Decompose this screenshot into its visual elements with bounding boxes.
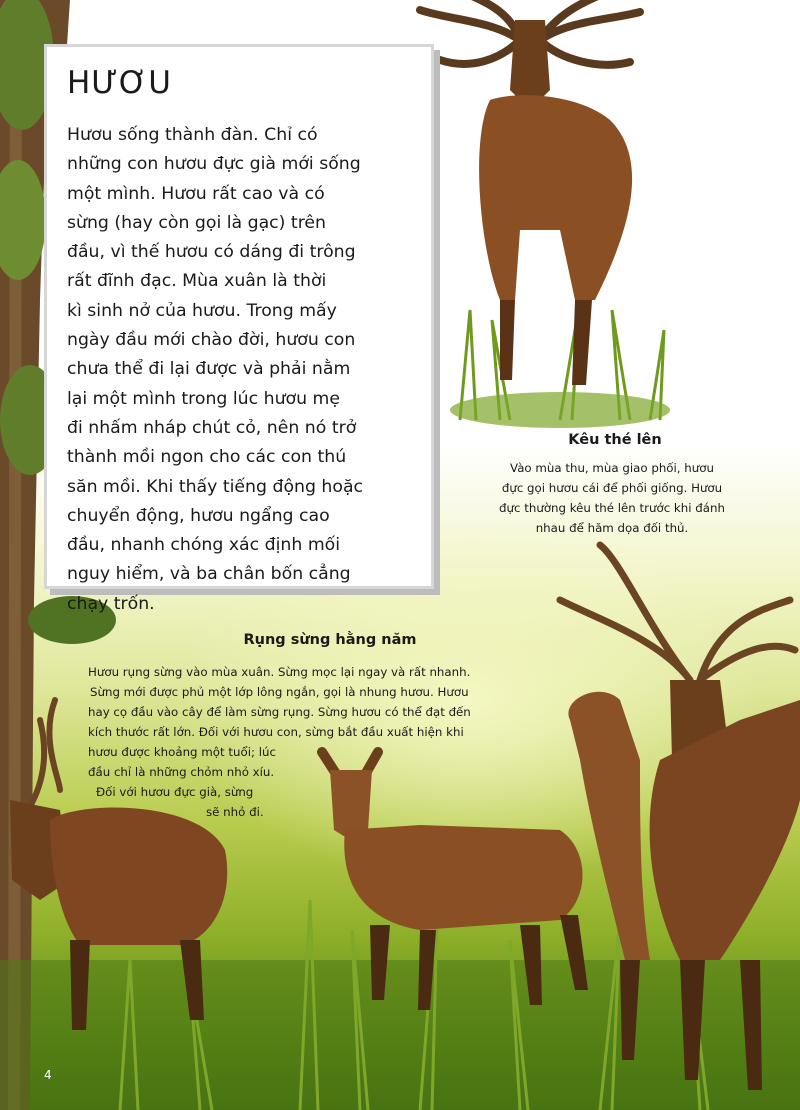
main-text-line: đầu, vì thế hươu có dáng đi trông [67,242,356,263]
caption-call-line: đực gọi hươu cái để phối giống. Hươu [501,481,723,495]
caption-antlers-line: sẽ nhỏ đi. [206,805,264,819]
main-text-line: săn mồi. Khi thấy tiếng động hoặc [67,476,364,497]
main-text-line: những con hươu đực già mới sống [67,154,361,175]
stag-bellowing-illustration [420,0,640,385]
main-text-line: Hươu sống thành đàn. Chỉ có [67,125,318,145]
main-text-line: ngày đầu mới chào đời, hươu con [67,330,356,351]
main-text-line: rất đĩnh đạc. Mùa xuân là thời [67,271,327,292]
caption-call-line: Vào mùa thu, mùa giao phối, hươu [510,461,714,475]
caption-antlers-text [88,662,538,822]
main-text-line: chuyển động, hươu ngẩng cao [67,505,330,526]
main-text-line: sừng (hay còn gọi là gạc) trên [67,212,326,233]
main-text-line: lại một mình trong lúc hươu mẹ [67,388,341,409]
page-number: 4 [44,1068,52,1082]
caption-antlers-line: Đối với hươu đực già, sừng [96,785,254,799]
caption-antlers-line: hay cọ đầu vào cây để làm sừng rụng. Sừng hươu có thể đạt đến [88,705,471,719]
caption-antlers-title: Rụng sừng hằng năm [243,632,417,648]
main-text-line: một mình. Hươu rất cao và có [67,183,325,204]
caption-call-title: Kêu thé lên [568,432,662,448]
caption-antlers-line: Hươu rụng sừng vào mùa xuân. Sừng mọc lại ngay và rất nhanh. [88,665,471,679]
caption-call-text [462,458,762,538]
page-title: HƯƠU [67,65,172,101]
main-paragraph [67,121,422,619]
main-text-line: đi nhấm nháp chút cỏ, nên nó trở [67,417,357,438]
caption-antlers-line: Sừng mới được phủ một lớp lông ngắn, gọi là nhung hươu. Hươu [90,685,469,699]
main-text-line: thành mồi ngon cho các con thú [67,447,347,468]
main-text-line: nguy hiểm, và ba chân bốn cẳng [67,564,351,585]
main-text-line: chưa thể đi lại được và phải nằm [67,359,351,380]
caption-antlers-line: hươu được khoảng một tuổi; lúc [88,745,276,759]
main-text-line: đầu, nhanh chóng xác định mối [67,535,341,556]
caption-call-line: đực thường kêu thé lên trước khi đánh [499,501,725,515]
main-text-line: kì sinh nở của hươu. Trong mấy [67,300,337,321]
main-text-line: chạy trốn. [67,593,155,614]
caption-antlers-line: kích thước rất lớn. Đối với hươu con, sừng bắt đầu xuất hiện khi [88,725,464,739]
caption-antlers-line: đầu chỉ là những chỏm nhỏ xíu. [88,765,275,779]
caption-call-line: nhau để hăm dọa đối thủ. [535,521,689,535]
main-text-box [44,44,434,614]
